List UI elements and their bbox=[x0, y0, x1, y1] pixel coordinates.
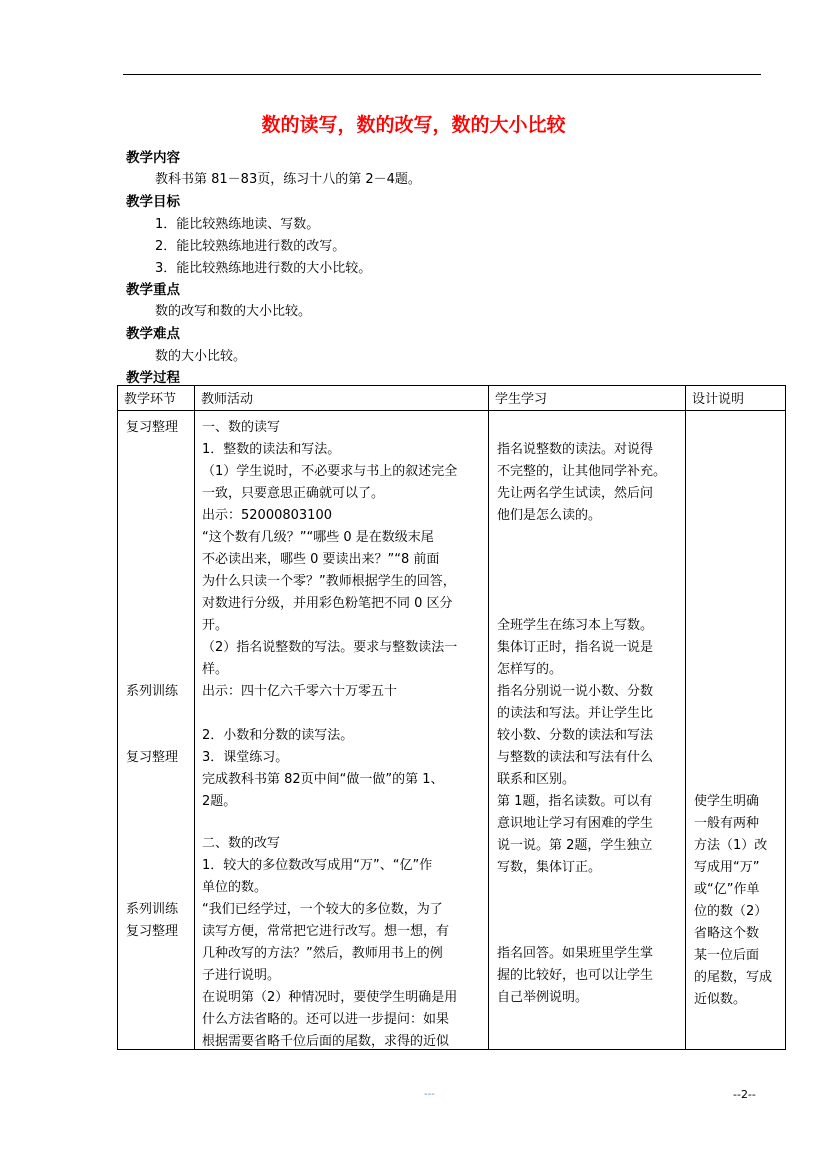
goals-heading: 教学目标 bbox=[126, 194, 180, 210]
student-line: 指名说整数的读法。对说得 bbox=[497, 442, 654, 457]
content-text: 教科书第 81－83页，练习十八的第 2－4题。 bbox=[155, 172, 421, 187]
teacher-line: 开。 bbox=[202, 618, 229, 633]
header-stage: 教学环节 bbox=[118, 386, 195, 411]
design-line: 省略这个数 bbox=[694, 926, 760, 941]
teacher-line: 单位的数。 bbox=[202, 880, 268, 895]
teacher-line: 1．整数的读法和写法。 bbox=[202, 442, 341, 457]
design-line: 使学生明确 bbox=[694, 794, 760, 809]
student-line: 的读法和写法。并让学生比 bbox=[497, 706, 654, 721]
student-line: 写数，集体订正。 bbox=[497, 860, 602, 875]
teacher-line: 子进行说明。 bbox=[202, 968, 281, 983]
teacher-line: 二、数的改写 bbox=[202, 836, 281, 851]
student-line: 说一说。第 2题，学生独立 bbox=[497, 838, 653, 853]
design-line: 或“亿”作单 bbox=[694, 882, 760, 897]
footer-center: --- bbox=[424, 1089, 435, 1100]
teacher-line: 在说明第（2）种情况时，要使学生明确是用 bbox=[202, 990, 458, 1005]
stage-label: 复习整理 bbox=[126, 750, 179, 765]
header-teacher: 教师活动 bbox=[195, 386, 489, 411]
teacher-line: 出示：四十亿六千零六十万零五十 bbox=[202, 684, 398, 699]
design-line: 近似数。 bbox=[694, 992, 747, 1007]
design-line: 方法（1）改 bbox=[694, 838, 768, 853]
teacher-line: “这个数有几级？”“哪些 0 是在数级末尾 bbox=[202, 530, 434, 545]
student-line: 指名分别说一说小数、分数 bbox=[497, 684, 654, 699]
goal-item: 2．能比较熟练地进行数的改写。 bbox=[155, 239, 346, 254]
student-line: 指名回答。如果班里学生掌 bbox=[497, 946, 654, 961]
content-heading: 教学内容 bbox=[126, 150, 180, 166]
student-line: 与整数的读法和写法有什么 bbox=[497, 750, 654, 765]
teacher-line: 1．较大的多位数改写成用“万”、“亿”作 bbox=[202, 858, 433, 873]
student-line: 握的比较好，也可以让学生 bbox=[497, 968, 654, 983]
student-line: 全班学生在练习本上写数。 bbox=[497, 618, 654, 633]
stage-cell bbox=[118, 411, 195, 1050]
student-line: 先让两名学生试读，然后问 bbox=[497, 486, 654, 501]
teacher-cell bbox=[195, 411, 489, 1050]
page-title: 数的读写，数的改写，数的大小比较 bbox=[261, 114, 566, 136]
stage-label: 系列训练 bbox=[126, 684, 179, 699]
teacher-line: 2．小数和分数的读写法。 bbox=[202, 728, 354, 743]
process-table bbox=[117, 385, 786, 1050]
teacher-line: 为什么只读一个零？”教师根据学生的回答， bbox=[202, 574, 456, 589]
student-line: 不完整的，让其他同学补充。 bbox=[497, 464, 667, 479]
focus-heading: 教学重点 bbox=[126, 282, 180, 298]
design-cell bbox=[686, 411, 786, 1050]
design-line: 某一位后面 bbox=[694, 948, 760, 963]
process-heading: 教学过程 bbox=[126, 370, 180, 386]
student-line: 较小数、分数的读法和写法 bbox=[497, 728, 654, 743]
difficulty-heading: 教学难点 bbox=[126, 326, 180, 342]
teacher-line: 根据需要省略千位后面的尾数，求得的近似 bbox=[202, 1034, 450, 1049]
goal-item: 1．能比较熟练地读、写数。 bbox=[155, 217, 320, 232]
difficulty-text: 数的大小比较。 bbox=[155, 349, 247, 364]
teacher-line: 3．课堂练习。 bbox=[202, 750, 289, 765]
stage-label: 复习整理 bbox=[126, 420, 179, 435]
teacher-line: 一、数的读写 bbox=[202, 420, 281, 435]
goal-item: 3．能比较熟练地进行数的大小比较。 bbox=[155, 261, 372, 276]
design-line: 写成用“万” bbox=[694, 860, 760, 875]
header-student: 学生学习 bbox=[489, 386, 686, 411]
teacher-line: 什么方法省略的。还可以进一步提问：如果 bbox=[202, 1012, 450, 1027]
teacher-line: 对数进行分级，并用彩色粉笔把不同 0 区分 bbox=[202, 596, 453, 611]
student-line: 意识地让学习有困难的学生 bbox=[497, 816, 654, 831]
teacher-line: 样。 bbox=[202, 662, 229, 677]
student-line: 集体订正时，指名说一说是 bbox=[497, 640, 654, 655]
student-line: 他们是怎么读的。 bbox=[497, 508, 602, 523]
teacher-line: （2）指名说整数的写法。要求与整数读法一 bbox=[202, 640, 458, 655]
student-line: 第 1题，指名读数。可以有 bbox=[497, 794, 653, 809]
header-rule bbox=[123, 74, 761, 75]
teacher-line: 完成教科书第 82页中间“做一做”的第 1、 bbox=[202, 772, 444, 787]
teacher-line: （1）学生说时，不必要求与书上的叙述完全 bbox=[202, 464, 458, 479]
page-number: --2-- bbox=[733, 1088, 756, 1101]
teacher-line: 一致，只要意思正确就可以了。 bbox=[202, 486, 385, 501]
teacher-line: 出示：52000803100 bbox=[202, 508, 332, 523]
student-line: 联系和区别。 bbox=[497, 772, 576, 787]
design-line: 一般有两种 bbox=[694, 816, 760, 831]
design-line: 的尾数，写成 bbox=[694, 970, 773, 985]
table-row bbox=[118, 411, 786, 1050]
teacher-line: 2题。 bbox=[202, 794, 237, 809]
header-design: 设计说明 bbox=[686, 386, 786, 411]
table-header-row bbox=[118, 386, 786, 411]
teacher-line: 读写方便，常常把它进行改写。想一想，有 bbox=[202, 924, 450, 939]
student-line: 怎样写的。 bbox=[497, 662, 563, 677]
design-line: 位的数（2） bbox=[694, 904, 768, 919]
teacher-line: 不必读出来，哪些 0 要读出来？”“8 前面 bbox=[202, 552, 440, 567]
teacher-line: 几种改写的方法？”然后，教师用书上的例 bbox=[202, 946, 443, 961]
focus-text: 数的改写和数的大小比较。 bbox=[155, 304, 312, 319]
teacher-line: “我们已经学过，一个较大的多位数，为了 bbox=[202, 902, 443, 917]
stage-label: 复习整理 bbox=[126, 924, 179, 939]
student-line: 自己举例说明。 bbox=[497, 990, 589, 1005]
stage-label: 系列训练 bbox=[126, 902, 179, 917]
student-cell bbox=[489, 411, 686, 1050]
